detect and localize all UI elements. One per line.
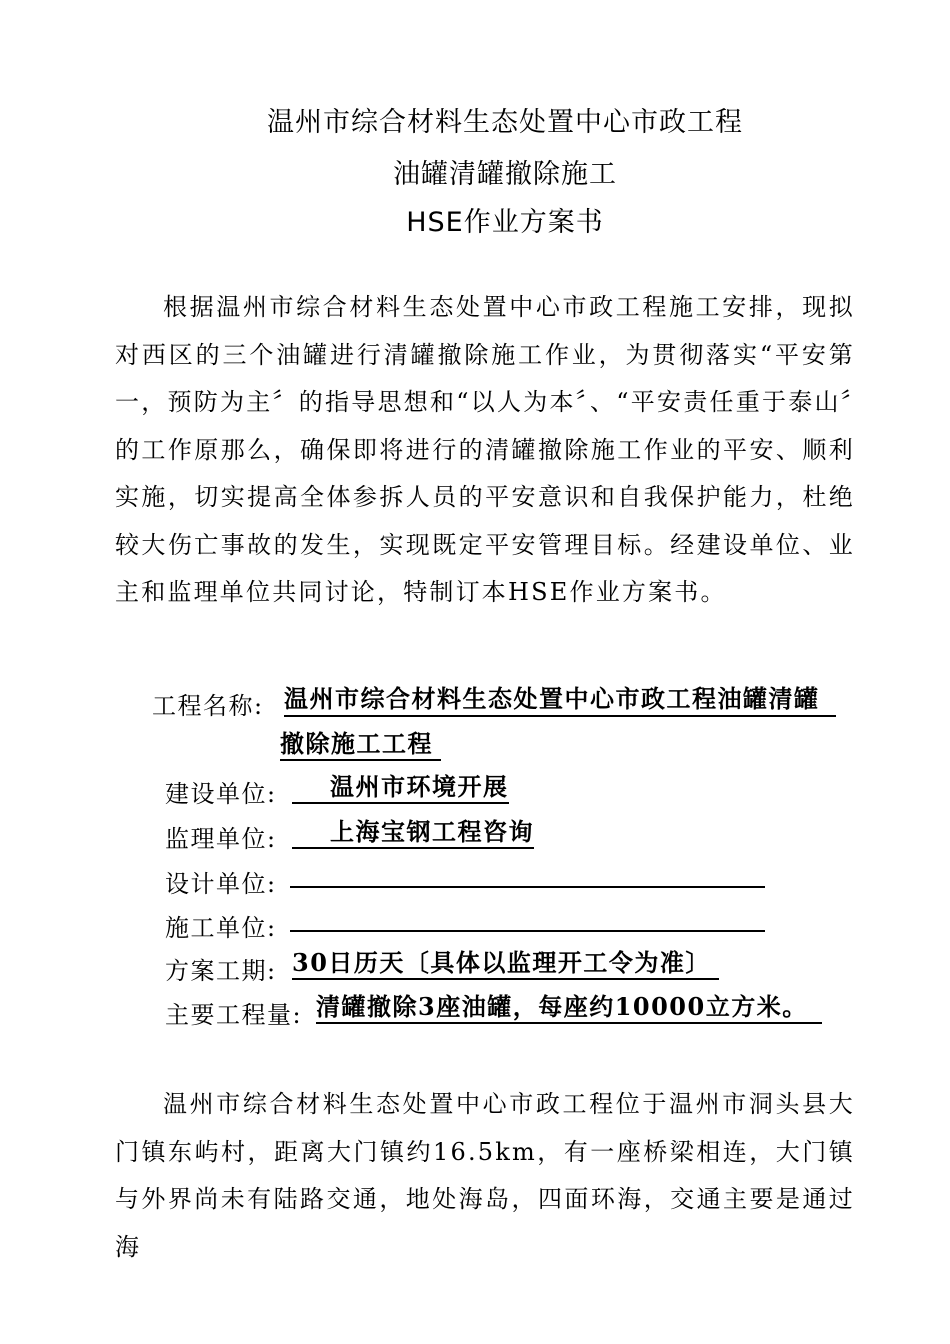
designer-blank-line [290, 884, 765, 888]
quantity-label: 主要工程量: [165, 1001, 303, 1029]
document-title-line-1: 温州市综合材料生态处置中心市政工程 [267, 107, 743, 138]
document-title-line-2: 油罐清罐撤除施工 [393, 159, 617, 190]
quantity-value: 清罐撤除3座油罐，每座约10000立方米。 [316, 992, 822, 1024]
schedule-value: 30日历天〔具体以监理开工令为准〕 [292, 948, 719, 980]
schedule-label: 方案工期: [165, 957, 277, 985]
intro-paragraph: 根据温州市综合材料生态处置中心市政工程施工安排，现拟对西区的三个油罐进行清罐撤除施工作业，为贯彻落实“平安第一，预防为主〞的指导思想和“以人为本〞、“平安责任重于泰山〞的工作原那么，确保即将进行的清罐撤除施工作业的平安、顺利实施，切实提高全体参拆人员的平安意识和自我保护能力，杜绝较大伤亡事故的发生，实现既定平安管理目标。经建设单位、业主和监理单位共同讨论，特制订本HSE作业方案书。 [115, 293, 855, 606]
designer-label: 设计单位: [165, 870, 277, 898]
project-name-label: 工程名称: [152, 692, 264, 720]
document-title-line-3: HSE作业方案书 [406, 207, 604, 238]
constructor-blank-line [290, 928, 765, 932]
project-name-value-line-1: 温州市综合材料生态处置中心市政工程油罐清罐 [284, 684, 820, 713]
constructor-label: 施工单位: [165, 914, 277, 942]
project-name-value-line-2: 撤除施工工程 [280, 729, 441, 761]
supervisor-value: 上海宝钢工程咨询 [292, 817, 534, 849]
location-paragraph: 温州市综合材料生态处置中心市政工程位于温州市洞头县大门镇东屿村，距离大门镇约16.5km，有一座桥梁相连，大门镇与外界尚未有陆路交通，地处海岛，四面环海，交通主要是通过海 [115, 1090, 855, 1261]
builder-value: 温州市环境开展 [292, 772, 509, 804]
project-name-underline-1 [284, 713, 836, 717]
supervisor-label: 监理单位: [165, 825, 277, 853]
builder-label: 建设单位: [165, 780, 277, 808]
